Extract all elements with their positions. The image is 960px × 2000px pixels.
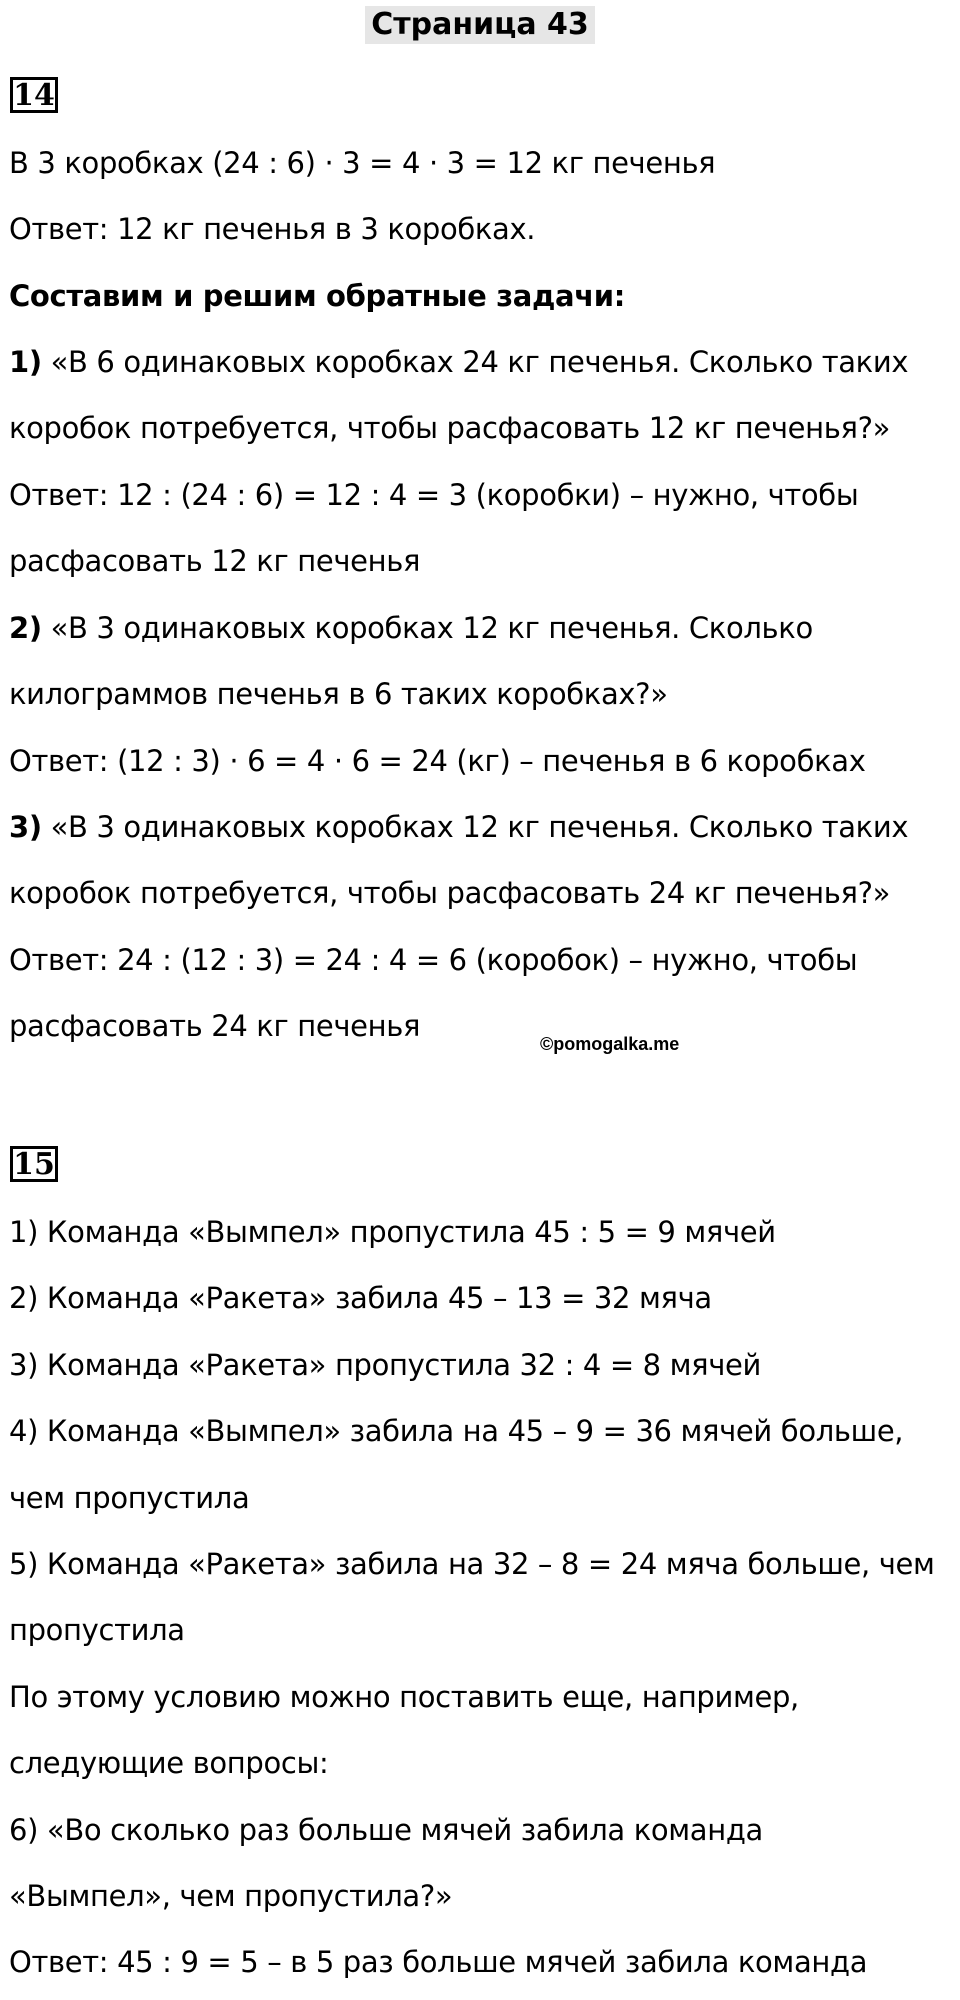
task-14-line: расфасовать 24 кг печенья	[9, 1009, 421, 1043]
task-15-line: 1) Команда «Вымпел» пропустила 45 : 5 = 9 мячей	[9, 1215, 776, 1249]
task-15-line: 4) Команда «Вымпел» забила на 45 – 9 = 36 мячей больше,	[9, 1414, 904, 1448]
task-14-line: килограммов печенья в 6 таких коробках?»	[9, 677, 668, 711]
question-marker: 1)	[9, 345, 42, 379]
task-14-line: Ответ: 24 : (12 : 3) = 24 : 4 = 6 (коробок) – нужно, чтобы	[9, 943, 858, 977]
task-15-number: 15	[10, 1146, 58, 1182]
task-14-question-2	[9, 608, 813, 648]
page-title-container	[0, 6, 960, 44]
task-14-line: «В 6 одинаковых коробках 24 кг печенья. Сколько таких	[50, 345, 909, 379]
task-15-line: следующие вопросы:	[9, 1746, 329, 1780]
task-14-line: Ответ: (12 : 3) · 6 = 4 · 6 = 24 (кг) – печенья в 6 коробках	[9, 744, 866, 778]
task-15-line: 6) «Во сколько раз больше мячей забила команда	[9, 1813, 763, 1847]
task-15-line: По этому условию можно поставить еще, например,	[9, 1680, 799, 1714]
task-14-question-1	[9, 342, 908, 382]
task-14-subheading: Составим и решим обратные задачи:	[9, 279, 626, 313]
task-14-line: «В 3 одинаковых коробках 12 кг печенья. Сколько	[50, 611, 813, 645]
question-marker: 3)	[9, 810, 42, 844]
task-14-line: коробок потребуется, чтобы расфасовать 12 кг печенья?»	[9, 411, 891, 445]
task-15-line: пропустила	[9, 1613, 185, 1647]
task-14-question-3	[9, 807, 908, 847]
task-15-line: 3) Команда «Ракета» пропустила 32 : 4 = 8 мячей	[9, 1348, 762, 1382]
task-14-line: Ответ: 12 : (24 : 6) = 12 : 4 = 3 (коробки) – нужно, чтобы	[9, 478, 859, 512]
task-14-line: В 3 коробках (24 : 6) · 3 = 4 · 3 = 12 кг печенья	[9, 146, 716, 180]
task-15-line: чем пропустила	[9, 1481, 250, 1515]
task-14-number: 14	[10, 77, 58, 113]
watermark: ©pomogalka.me	[540, 1034, 680, 1054]
task-14-line: «В 3 одинаковых коробках 12 кг печенья. Сколько таких	[50, 810, 909, 844]
task-14-line: Ответ: 12 кг печенья в 3 коробках.	[9, 212, 536, 246]
task-14-line: расфасовать 12 кг печенья	[9, 544, 421, 578]
task-15-line: «Вымпел», чем пропустила?»	[9, 1879, 453, 1913]
page-title: Страница 43	[365, 6, 595, 44]
task-14-line: коробок потребуется, чтобы расфасовать 24 кг печенья?»	[9, 876, 891, 910]
task-15-line: Ответ: 45 : 9 = 5 – в 5 раз больше мячей забила команда	[9, 1945, 868, 1979]
task-15-line: 2) Команда «Ракета» забила 45 – 13 = 32 мяча	[9, 1281, 712, 1315]
question-marker: 2)	[9, 611, 42, 645]
task-15-line: 5) Команда «Ракета» забила на 32 – 8 = 24 мяча больше, чем	[9, 1547, 935, 1581]
